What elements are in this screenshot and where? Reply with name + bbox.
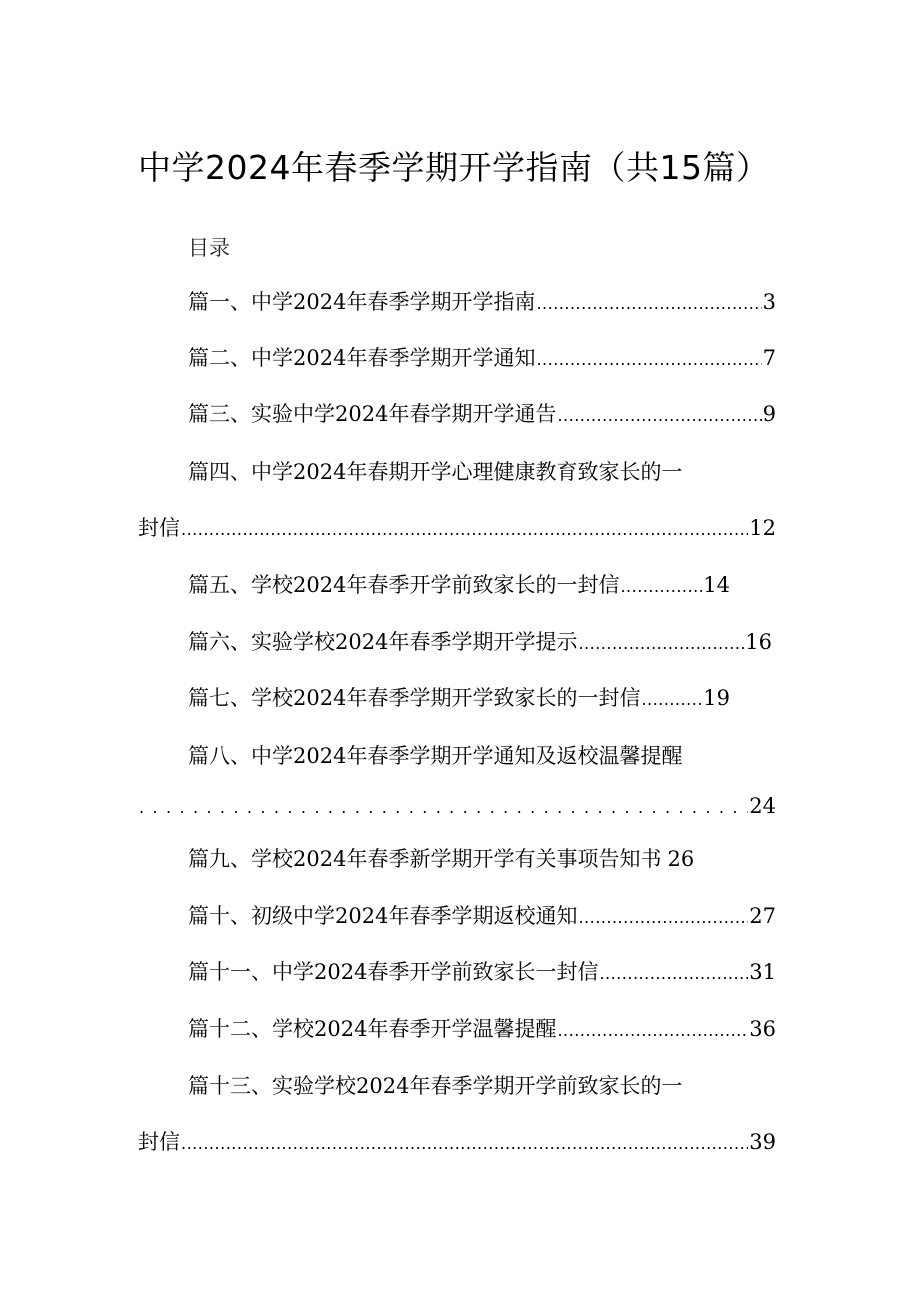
toc-heading: 目录 xyxy=(188,236,230,260)
toc-entry-1[interactable] xyxy=(188,286,776,318)
toc-entry-title: 篇九、学校2024年春季新学期开学有关事项告知书 xyxy=(188,847,662,871)
toc-entry-title: 篇四、中学2024年春期开学心理健康教育致家长的一 xyxy=(188,460,683,484)
toc-entry-title: 篇八、中学2024年春季学期开学通知及返校温馨提醒 xyxy=(188,744,683,768)
toc-entry-title: 篇十三、实验学校2024年春季学期开学前致家长的一 xyxy=(188,1074,683,1098)
toc-leader-dots xyxy=(536,288,761,320)
toc-entry-10[interactable] xyxy=(188,900,776,932)
toc-entry-title: 篇十、初级中学2024年春季学期返校通知 xyxy=(188,904,578,928)
toc-entry-title: 篇二、中学2024年春季学期开学通知 xyxy=(188,346,536,370)
toc-entry-5[interactable] xyxy=(188,569,730,601)
toc-entry-title: 篇六、实验学校2024年春季学期开学提示 xyxy=(188,630,578,654)
toc-entry-title: 篇三、实验中学2024年春学期开学通告 xyxy=(188,402,557,426)
toc-leader-dots xyxy=(599,958,748,990)
document-title: 中学2024年春季学期开学指南（共15篇） xyxy=(138,148,770,187)
toc-entry-title: 篇十二、学校2024年春季开学温馨提醒 xyxy=(188,1017,557,1041)
toc-page-number: 3 xyxy=(762,290,776,314)
toc-page-number: 16 xyxy=(745,630,772,654)
toc-entry-11[interactable] xyxy=(188,956,776,988)
toc-page-number: 36 xyxy=(749,1017,776,1041)
toc-leader-dots xyxy=(641,684,702,716)
toc-entry-title: 篇十一、中学2024春季开学前致家长一封信 xyxy=(188,960,599,984)
toc-entry-13[interactable] xyxy=(188,1070,776,1102)
toc-page-number: 26 xyxy=(667,847,695,871)
toc-entry-3[interactable] xyxy=(188,398,776,430)
toc-page-number: 19 xyxy=(703,686,730,710)
toc-page-number: 31 xyxy=(749,960,776,984)
toc-entry-12[interactable] xyxy=(188,1013,776,1045)
toc-entry-8-continuation[interactable] xyxy=(138,790,776,822)
toc-entry-title-continuation: 封信 xyxy=(138,516,180,540)
toc-page-number: 24 xyxy=(749,794,776,818)
toc-page-number: 7 xyxy=(762,346,776,370)
toc-page-number: 27 xyxy=(749,904,776,928)
toc-entry-13-continuation[interactable] xyxy=(138,1126,776,1158)
toc-leader-dots xyxy=(578,902,748,934)
toc-entry-title: 篇一、中学2024年春季学期开学指南 xyxy=(188,290,536,314)
toc-leader-dots xyxy=(578,628,744,660)
toc-entry-title: 篇五、学校2024年春季开学前致家长的一封信 xyxy=(188,573,620,597)
toc-entry-title: 篇七、学校2024年春季学期开学致家长的一封信 xyxy=(188,686,641,710)
toc-page-number: 14 xyxy=(703,573,730,597)
toc-leader-dots xyxy=(181,514,748,546)
toc-leader-dots xyxy=(139,792,748,824)
toc-entry-9[interactable] xyxy=(188,843,748,875)
toc-page-number: 12 xyxy=(749,516,776,540)
toc-entry-2[interactable] xyxy=(188,342,776,374)
toc-entry-4[interactable] xyxy=(188,456,776,488)
toc-page-number: 9 xyxy=(762,402,776,426)
toc-page-number: 39 xyxy=(749,1130,776,1154)
toc-leader-dots xyxy=(181,1128,748,1160)
toc-entry-4-continuation[interactable] xyxy=(138,512,776,544)
toc-entry-title-continuation: 封信 xyxy=(138,1130,180,1154)
toc-entry-7[interactable] xyxy=(188,682,730,714)
toc-leader-dots xyxy=(536,344,761,376)
toc-leader-dots xyxy=(557,1015,748,1047)
toc-entry-6[interactable] xyxy=(188,626,772,658)
toc-leader-dots xyxy=(557,400,761,432)
toc-leader-dots xyxy=(620,571,702,603)
toc-entry-8[interactable] xyxy=(188,740,776,772)
